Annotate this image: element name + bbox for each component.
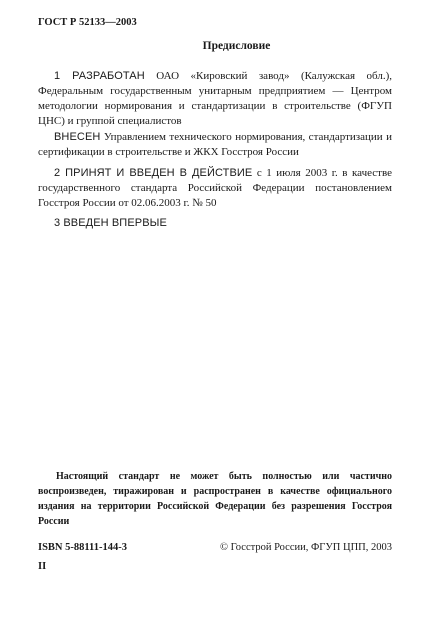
paragraph-developed-by (38, 69, 392, 129)
isbn-number: ISBN 5-88111-144-3 (38, 542, 127, 553)
paragraph-text: с 1 июля 2003 г. в качестве государственного стандарта Российской Федерации постановлением Госстроя России от 02.06.2003 г. № 50 (38, 167, 392, 209)
copyright-line: © Госстрой России, ФГУП ЦПП, 2003 (220, 542, 392, 553)
paragraph-lead: 1 РАЗРАБОТАН (54, 70, 145, 82)
paragraph-text: Управлением технического нормирования, стандартизации и сертификации в строительстве и ЖКХ Госстроя России (38, 131, 392, 158)
page-number: II (38, 561, 47, 572)
paragraph-adopted (38, 166, 392, 211)
page-title: Предисловие (202, 40, 271, 52)
copyright-notice: Настоящий стандарт не может быть полностью или частично воспроизведен, тиражирован и распространен в качестве официального издания на территории Российской Федерации без разрешения Госстроя России (38, 471, 392, 527)
paragraph-introduced-by (38, 130, 392, 160)
paragraph-first-introduced (38, 216, 392, 231)
paragraph-text: ОАО «Кировский завод» (Калужская обл.), Федеральным государственным унитарным предприятием — Центром методологии нормирования и стандартизации в строительстве (ФГУП ЦНС) и группой специалистов (38, 70, 392, 127)
paragraph-lead: ВНЕСЕН (54, 131, 101, 143)
paragraph-lead: 2 ПРИНЯТ И ВВЕДЕН В ДЕЙСТВИЕ (54, 167, 253, 179)
standard-code-header: ГОСТ Р 52133—2003 (38, 17, 137, 28)
paragraph-lead: 3 ВВЕДЕН ВПЕРВЫЕ (54, 217, 167, 229)
